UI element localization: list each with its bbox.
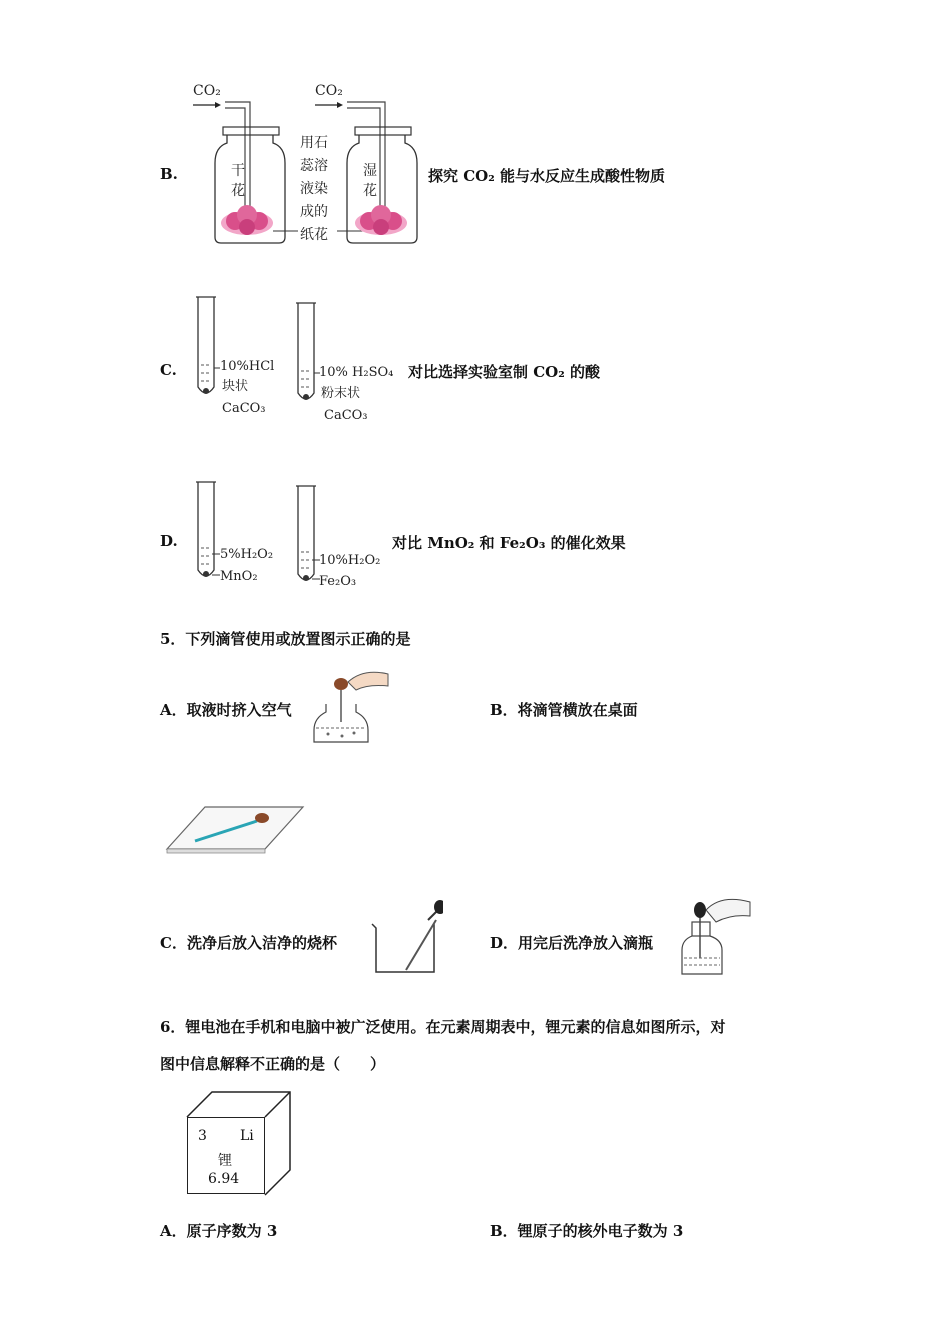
question-5-stem: 5．下列滴管使用或放置图示正确的是 (160, 630, 411, 648)
option-c-letter: C. (160, 361, 177, 379)
tube2-acid-label: 10% H₂SO₄ (319, 365, 394, 380)
q5-option-d: D．用完后洗净放入滴瓶 (490, 934, 654, 952)
tube1-solid-label-2: CaCO₃ (222, 401, 266, 416)
acid-comparison-figure (190, 293, 410, 428)
q6-option-a: A．原子序数为 3 (160, 1222, 278, 1240)
tube2-liquid-label: 10%H₂O₂ (319, 553, 381, 568)
middle-line-5: 纸花 (300, 227, 328, 243)
element-tile-lithium (187, 1117, 265, 1194)
question-6-stem-line2: 图中信息解释不正确的是（ ） (160, 1055, 386, 1073)
wet-flower-char1: 湿 (363, 163, 377, 179)
question-6-stem-line1: 6．锂电池在手机和电脑中被广泛使用。在元素周期表中，锂元素的信息如图所示，对 (160, 1018, 726, 1036)
flower-icon-left (221, 205, 273, 235)
dry-flower-char2: 花 (231, 183, 245, 199)
wet-flower-char2: 花 (363, 183, 377, 199)
dropper-in-beaker-figure (368, 898, 443, 978)
option-d-letter: D. (160, 532, 178, 550)
tube2-catalyst-label: Fe₂O₃ (319, 574, 357, 589)
dropper-squeeze-air-figure (308, 660, 393, 748)
element-symbol: Li (240, 1128, 254, 1144)
middle-line-1: 用石 (300, 135, 328, 151)
atomic-number: 3 (198, 1128, 207, 1144)
tube1-liquid-label: 5%H₂O₂ (220, 547, 274, 562)
atomic-mass: 6.94 (208, 1171, 240, 1187)
catalyst-comparison-figure (190, 478, 395, 596)
middle-line-4: 成的 (300, 204, 328, 220)
q5-option-c: C．洗净后放入洁净的烧杯 (160, 934, 337, 952)
tube2-solid-label: 粉末状 (321, 386, 361, 401)
gas-label-left: CO₂ (193, 83, 221, 99)
q5-option-b: B．将滴管横放在桌面 (490, 701, 638, 719)
co2-flower-experiment-figure (185, 75, 430, 255)
dry-flower-char1: 干 (231, 163, 245, 179)
dropper-in-bottle-figure (676, 888, 756, 980)
dropper-on-table-figure (165, 805, 305, 855)
option-b-text: 探究 CO₂ 能与水反应生成酸性物质 (428, 167, 666, 185)
middle-line-2: 蕊溶 (300, 158, 328, 174)
element-name: 锂 (218, 1153, 232, 1169)
q5-option-a: A．取液时挤入空气 (160, 701, 292, 719)
option-c-text: 对比选择实验室制 CO₂ 的酸 (408, 363, 601, 381)
tube1-catalyst-label: MnO₂ (220, 569, 258, 584)
q6-option-b: B．锂原子的核外电子数为 3 (490, 1222, 684, 1240)
option-b-letter: B. (160, 165, 178, 183)
gas-label-right: CO₂ (315, 83, 343, 99)
tube2-solid-label-2: CaCO₃ (324, 408, 368, 423)
tube1-solid-label: 块状 (222, 379, 249, 394)
tube1-acid-label: 10%HCl (220, 359, 275, 374)
middle-line-3: 液染 (300, 181, 328, 197)
option-d-text: 对比 MnO₂ 和 Fe₂O₃ 的催化效果 (392, 534, 626, 552)
flower-icon-right (355, 205, 407, 235)
